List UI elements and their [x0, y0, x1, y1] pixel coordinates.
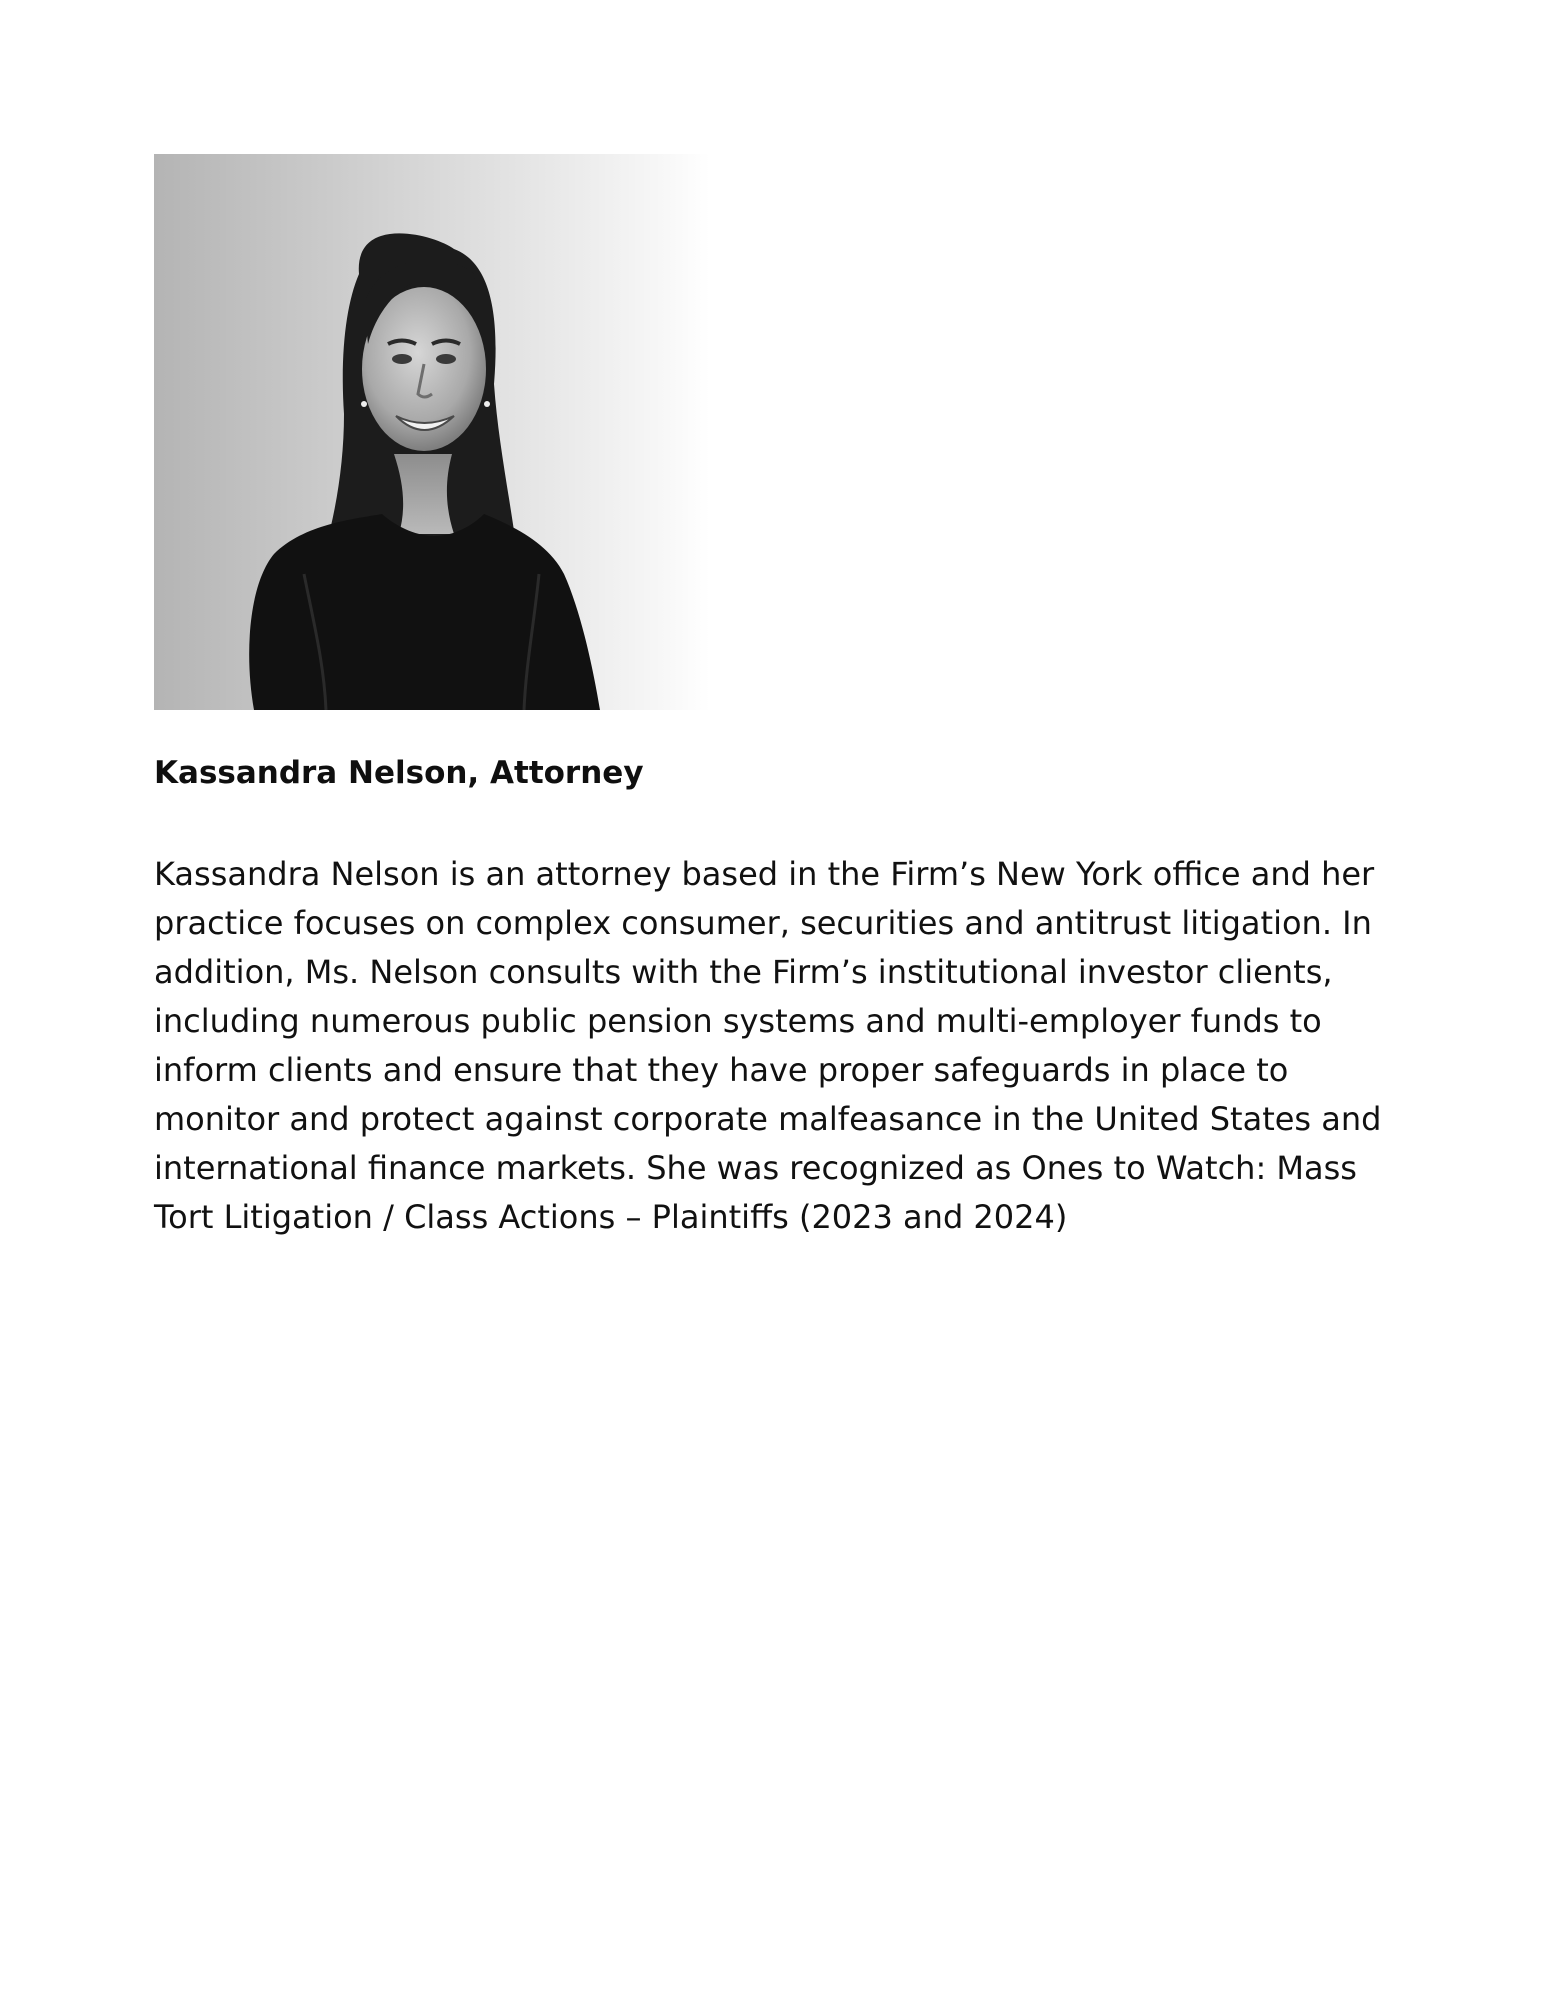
- profile-heading: Kassandra Nelson, Attorney: [154, 755, 644, 791]
- profile-bio: Kassandra Nelson is an attorney based in the Firm’s New York office and her practice focuses on complex consumer, securities and antitrust litigation. In addition, Ms. Nelson consults with the Firm’s institutional investor clients, including numerous public pension systems and multi-employer funds to inform clients and ensure that they have proper safeguards in place to monitor and protect against corporate malfeasance in the United States and international finance markets. She was recognized as Ones to Watch: Mass Tort Litigation / Class Actions – Plaintiffs (2023 and 2024): [154, 855, 1382, 1236]
- portrait-photo: [154, 154, 710, 710]
